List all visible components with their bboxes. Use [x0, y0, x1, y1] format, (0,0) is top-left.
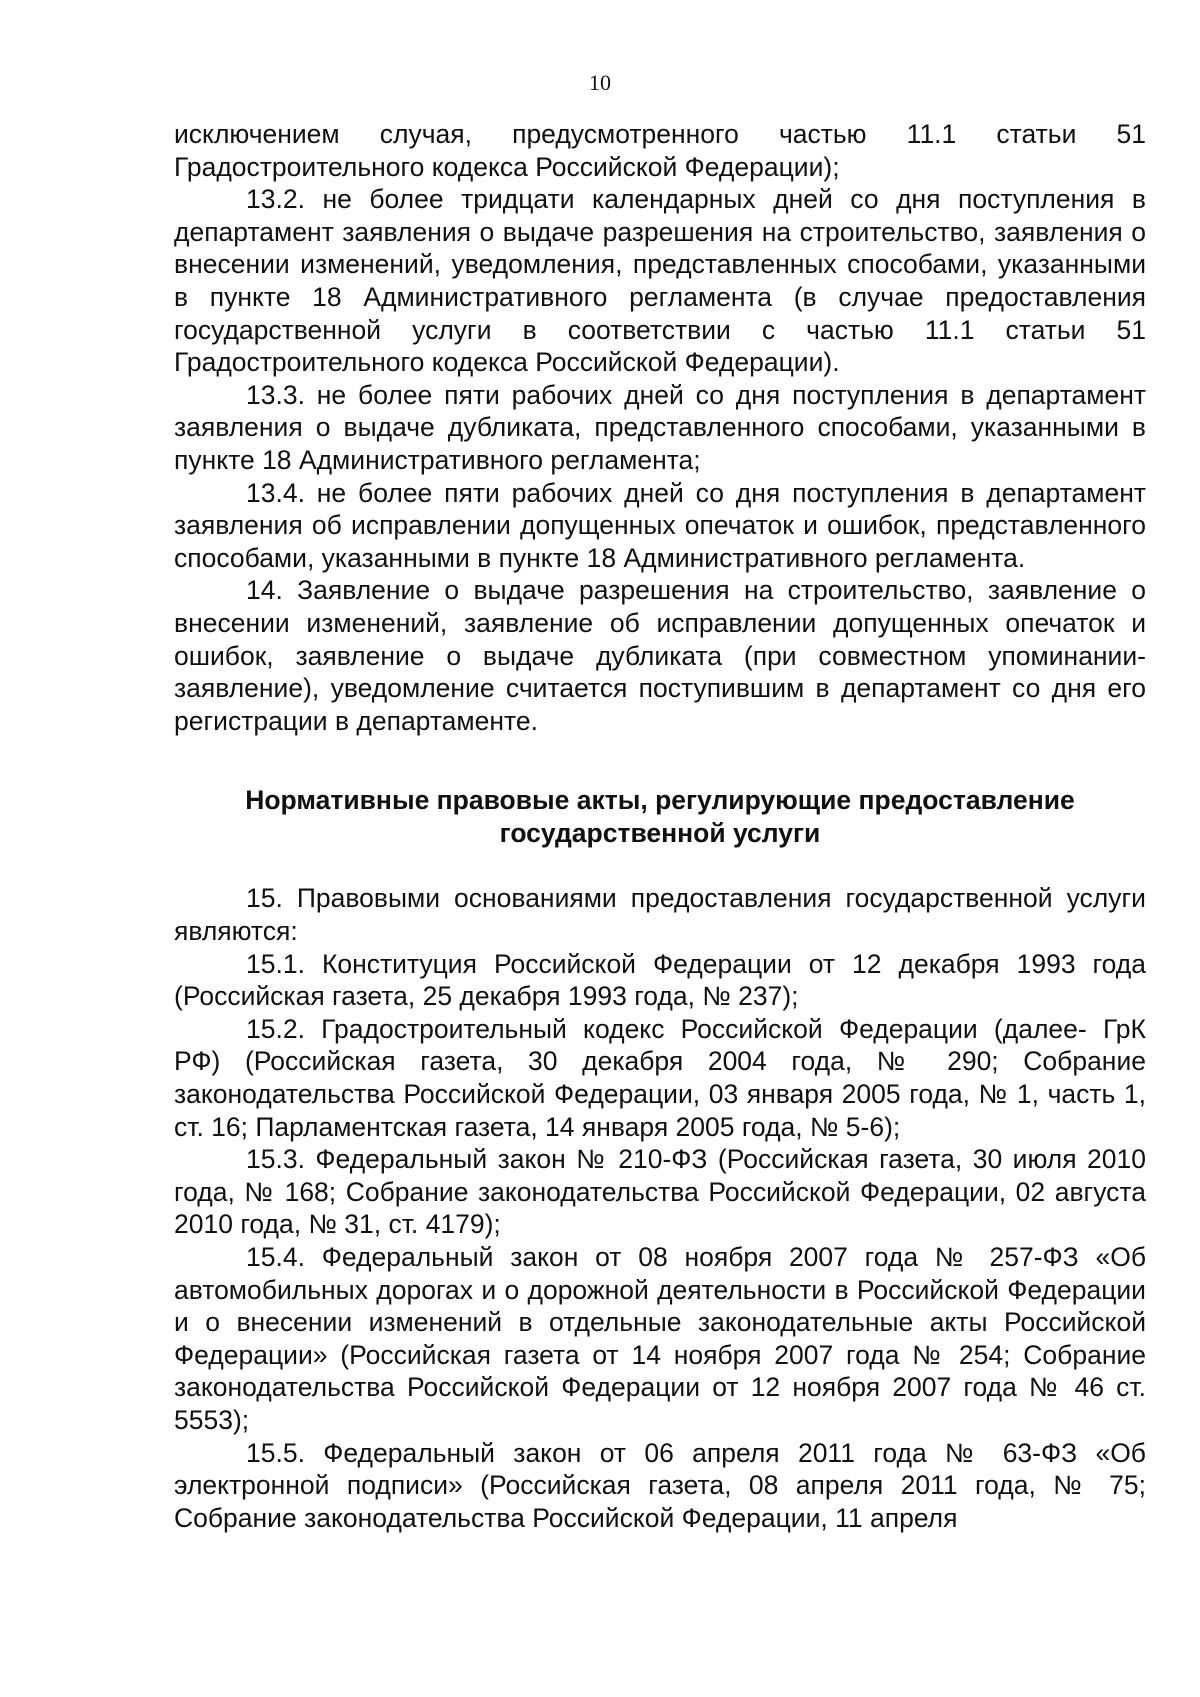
page-number: 10: [589, 70, 611, 95]
section-heading-line-1: Нормативные правовые акты, регулирующие предоставление: [245, 785, 1075, 816]
paragraph-15: 15. Правовыми основаниями предоставления государственной услуги являются:: [174, 883, 1146, 947]
paragraph-continuation: исключением случая, предусмотренного частью 11.1 статьи 51 Градостроительного кодекса Российской Федерации);: [174, 119, 1146, 182]
paragraph-15-1: 15.1. Конституция Российской Федерации от 12 декабря 1993 года (Российская газета, 25 декабря 1993 года, № 237);: [174, 948, 1146, 1012]
paragraph-13-3: 13.3. не более пяти рабочих дней со дня поступления в департамент заявления о выдаче дубликата, представленного способами, указанными в пункте 18 Административного регламента;: [174, 379, 1146, 475]
document-body: [174, 118, 1146, 1534]
paragraph-15-4: 15.4. Федеральный закон от 08 ноября 2007 года № 257-ФЗ «Об автомобильных дорогах и о дорожной деятельности в Российской Федерации и о внесении изменений в отдельные законодательные акты Российской Федерации» (Российская газета от 14 ноября 2007 года № 254; Собрание законодательства Российской Федерации от 12 ноября 2007 года № 46 ст. 5553);: [174, 1242, 1146, 1435]
paragraph-15-3: 15.3. Федеральный закон № 210-ФЗ (Российская газета, 30 июля 2010 года, № 168; Собрание законодательства Российской Федерации, 02 августа 2010 года, № 31, ст. 4179);: [174, 1144, 1146, 1240]
paragraph-14: 14. Заявление о выдаче разрешения на строительство, заявление о внесении изменений, заявление об исправлении допущенных опечаток и ошибок, заявление о выдаче дубликата (при совместном упоминании- заявление), уведомление считается поступившим в департамент со дня его регистрации в департаменте.: [174, 575, 1146, 736]
paragraph-15-5: 15.5. Федеральный закон от 06 апреля 2011 года № 63-ФЗ «Об электронной подписи» (Российская газета, 08 апреля 2011 года, № 75; Собрание законодательства Российской Федерации, 11 апреля: [174, 1437, 1146, 1533]
section-heading-line-2: государственной услуги: [499, 817, 821, 848]
paragraph-13-2: 13.2. не более тридцати календарных дней со дня поступления в департамент заявления о выдаче разрешения на строительство, заявления о внесении изменений, уведомления, представленных способами, указанными в пункте 18 Административного регламента (в случае предоставления государственной услуги в соответствии с частью 11.1 статьи 51 Градостроительного кодекса Российской Федерации).: [174, 184, 1146, 378]
section-heading: [174, 784, 1146, 849]
paragraph-13-4: 13.4. не более пяти рабочих дней со дня поступления в департамент заявления об исправлении допущенных опечаток и ошибок, представленного способами, указанными в пункте 18 Административного регламента.: [174, 477, 1146, 573]
paragraph-15-2: 15.2. Градостроительный кодекс Российской Федерации (далее- ГрК РФ) (Российская газета, 30 декабря 2004 года, № 290; Собрание законодательства Российской Федерации, 03 января 2005 года, № 1, часть 1, ст. 16; Парламентская газета, 14 января 2005 года, № 5-6);: [174, 1013, 1146, 1142]
